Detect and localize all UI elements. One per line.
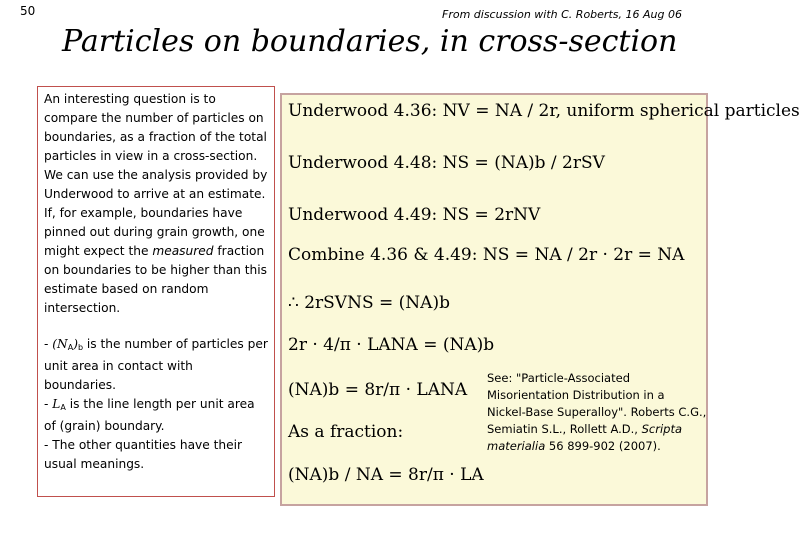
reference-journal: Scripta materialia	[487, 422, 682, 453]
slide-number: 50	[20, 4, 36, 18]
def-la-text: is the line length per unit area of (grain) boundary.	[44, 397, 255, 433]
def-na-dash: -	[44, 337, 53, 351]
intro-emphasis: measured	[152, 244, 214, 258]
def-la-sub: A	[60, 403, 66, 412]
reference-text-a: See: "Particle-Associated Misorientation Distribution in a Nickel-Base Superalloy". Roberts C.G., Semiatin S.L., Rollett A.D.,	[487, 371, 707, 436]
source-note: From discussion with C. Roberts, 16 Aug 06	[442, 8, 682, 21]
def-na-close: )	[73, 337, 78, 351]
equation-underwood-4-48: Underwood 4.48: NS = (NA)b / 2rSV	[288, 153, 605, 173]
equation-underwood-4-36: Underwood 4.36: NV = NA / 2r, uniform spherical particles	[288, 101, 800, 121]
equation-fraction: (NA)b / NA = 8r/π · LA	[288, 465, 484, 485]
fraction-heading: As a fraction:	[288, 422, 404, 442]
def-na-sub-a: A	[67, 343, 74, 352]
def-la-symbol: L	[52, 397, 61, 411]
reference-text-b: 56 899-902 (2007).	[545, 439, 661, 453]
equation-therefore: ∴ 2rSVNS = (NA)b	[288, 293, 450, 313]
slide-title: Particles on boundaries, in cross-section	[62, 24, 678, 59]
equation-combine: Combine 4.36 & 4.49: NS = NA / 2r · 2r = NA	[288, 245, 685, 265]
intro-paragraph	[44, 90, 268, 318]
intro-text-a: An interesting question is to compare the number of particles on boundaries, as a fraction of the total particles in view in a cross-section. We can use the analysis provided by Underwood to arrive at an estimate. If, for example, boundaries have pinned out during grain growth, one might expect the	[44, 92, 268, 258]
def-other-text: - The other quantities have their usual meanings.	[44, 438, 243, 471]
reference-note	[487, 370, 707, 455]
explanation-text-box	[37, 86, 275, 497]
def-na-sub-b: b	[77, 343, 84, 352]
def-na-symbol: (N	[52, 337, 68, 351]
def-na-text: is the number of particles per unit area in contact with boundaries.	[44, 337, 268, 392]
equation-underwood-4-49: Underwood 4.49: NS = 2rNV	[288, 205, 541, 225]
equation-substitution: 2r · 4/π · LANA = (NA)b	[288, 335, 495, 355]
equation-result: (NA)b = 8r/π · LANA	[288, 380, 468, 400]
definitions-paragraph	[44, 335, 268, 474]
intro-text-b: fraction on boundaries to be higher than this estimate based on random intersection.	[44, 244, 267, 315]
def-la-dash: -	[44, 397, 53, 411]
